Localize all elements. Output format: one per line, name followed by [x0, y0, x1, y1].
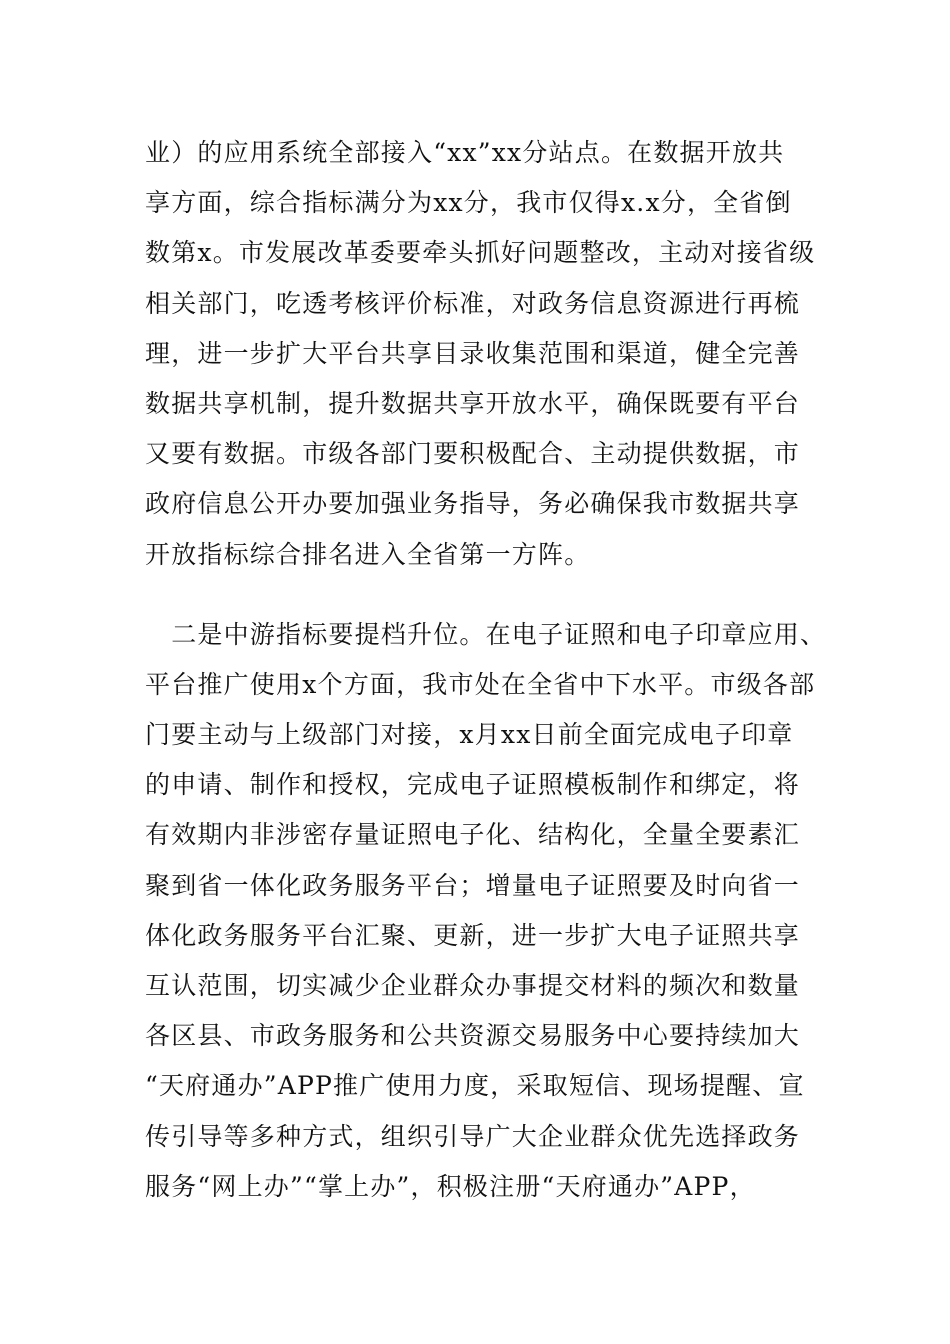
- text-line: 业）的应用系统全部接入“xx”xx分站点。在数据开放共: [145, 138, 785, 167]
- paragraph-gap: [145, 580, 825, 610]
- text-line: 相关部门，吃透考核评价标准，对政务信息资源进行再梳: [145, 288, 801, 318]
- paragraph-1: [145, 128, 825, 580]
- text-line: 二是中游指标要提档升位。在电子证照和电子印章应用、: [145, 619, 827, 649]
- text-line: 理，进一步扩大平台共享目录收集范围和渠道，健全完善: [145, 338, 801, 368]
- text-line: 传引导等多种方式，组织引导广大企业群众优先选择政务: [145, 1121, 801, 1151]
- paragraph-2: [145, 610, 825, 1212]
- text-line: “天府通办”APP推广使用力度，采取短信、现场提醒、宣: [145, 1071, 805, 1101]
- text-line: 的申请、制作和授权，完成电子证照模板制作和绑定，将: [145, 770, 801, 800]
- text-line: 体化政务服务平台汇聚、更新，进一步扩大电子证照共享: [145, 920, 801, 950]
- document-body: [145, 128, 825, 1212]
- text-line: 服务“网上办”“掌上办”，积极注册“天府通办”APP，: [145, 1171, 756, 1201]
- text-line: 平台推广使用x个方面，我市处在全省中下水平。市级各部: [145, 669, 816, 699]
- text-line: 互认范围，切实减少企业群众办事提交材料的频次和数量: [145, 971, 801, 1000]
- text-line: 门要主动与上级部门对接，x月xx日前全面完成电子印章: [145, 720, 794, 750]
- text-line: 各区县、市政务服务和公共资源交易服务中心要持续加大: [145, 1021, 801, 1051]
- text-line: 又要有数据。市级各部门要积极配合、主动提供数据，市: [145, 439, 801, 469]
- text-line: 政府信息公开办要加强业务指导，务必确保我市数据共享: [145, 489, 801, 519]
- text-line: 开放指标综合排名进入全省第一方阵。: [145, 539, 591, 569]
- text-line: 享方面，综合指标满分为xx分，我市仅得x.x分，全省倒: [145, 188, 792, 218]
- text-line: 数第x。市发展改革委要牵头抓好问题整改，主动对接省级: [145, 238, 816, 268]
- text-line: 数据共享机制，提升数据共享开放水平，确保既要有平台: [145, 388, 801, 418]
- text-line: 有效期内非涉密存量证照电子化、结构化，全量全要素汇: [145, 820, 801, 850]
- text-line: 聚到省一体化政务服务平台；增量电子证照要及时向省一: [145, 870, 801, 900]
